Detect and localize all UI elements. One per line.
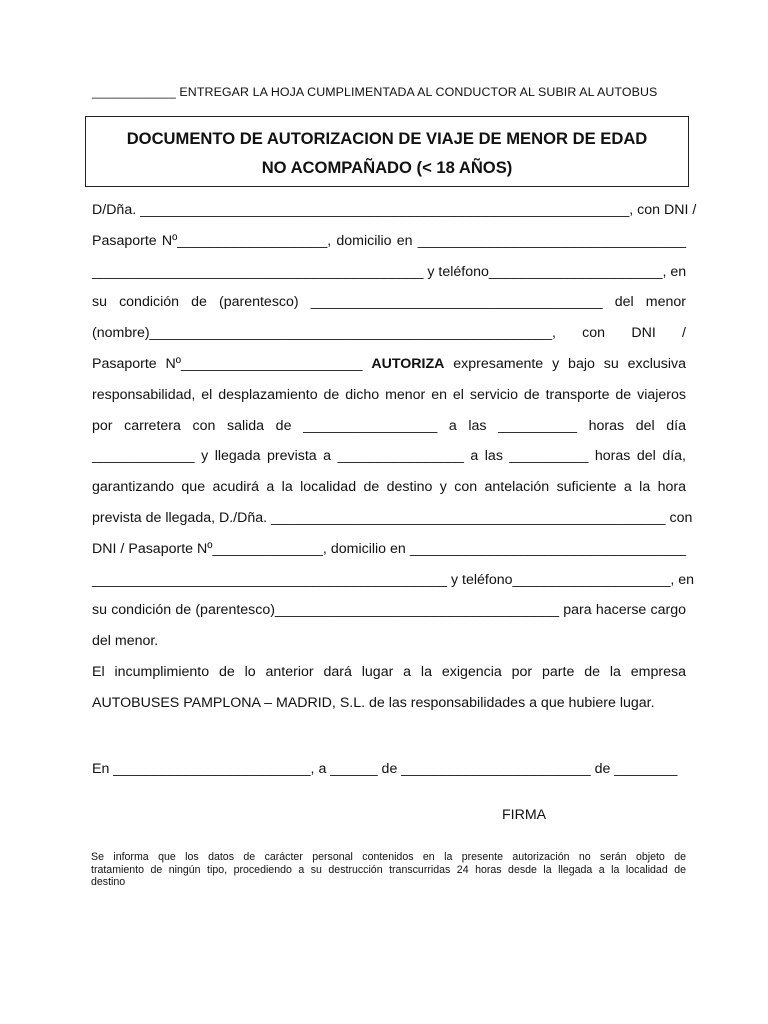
- authorization-body: [92, 195, 697, 719]
- privacy-notice: [91, 851, 686, 889]
- document-title-box: [85, 116, 689, 187]
- delivery-instruction: ____________ ENTREGAR LA HOJA CUMPLIMENTADA AL CONDUCTOR AL SUBIR AL AUTOBUS: [92, 85, 658, 99]
- privacy-notice-line: destino: [91, 876, 126, 888]
- body-line-authorize: [92, 349, 686, 380]
- body-line: su condición de (parentesco) _____________________________________ del menor: [92, 294, 686, 311]
- document-title-line-2: NO ACOMPAÑADO (< 18 AÑOS): [261, 158, 513, 177]
- signature-label: FIRMA: [502, 807, 547, 823]
- body-line: El incumplimiento de lo anterior dará lugar a la exigencia por parte de la empresa: [92, 663, 686, 680]
- body-line: DNI / Pasaporte Nº______________, domicilio en ___________________________________: [92, 540, 686, 557]
- privacy-notice-line: Se informa que los datos de carácter personal contenidos en la presente autorización no serán objeto de: [91, 851, 686, 863]
- body-line: del menor.: [92, 633, 159, 650]
- body-line: (nombre)___________________________________________________, con DNI /: [92, 325, 686, 342]
- authorize-keyword: AUTORIZA: [371, 355, 445, 372]
- body-line: garantizando que acudirá a la localidad de destino y con antelación suficiente a la hora: [92, 479, 686, 496]
- body-line: D/Dña. ______________________________________________________________, con DNI /: [92, 202, 697, 218]
- body-line: responsabilidad, el desplazamiento de dicho menor en el servicio de transporte de viajeros: [92, 386, 686, 403]
- passport-field-label: Pasaporte Nº_______________________: [92, 355, 363, 372]
- body-line: por carretera con salida de _________________ a las __________ horas del día: [92, 417, 686, 434]
- body-line: su condición de (parentesco)____________________________________ para hacerse cargo: [92, 602, 686, 619]
- body-line: __________________________________________ y teléfono______________________, en: [92, 263, 687, 280]
- body-line: Pasaporte Nº___________________, domicilio en __________________________________: [92, 232, 686, 249]
- body-line: AUTOBUSES PAMPLONA – MADRID, S.L. de las responsabilidades a que hubiere lugar.: [92, 694, 655, 711]
- authorize-continuation: expresamente y bajo su exclusiva: [453, 355, 686, 372]
- place-date-line: En _________________________, a ______ de ________________________ de ________: [92, 761, 678, 777]
- privacy-notice-line: tratamiento de ningún tipo, procediendo a su destrucción transcurridas 24 horas desde la llegada a la localidad de: [91, 863, 686, 876]
- document-title-line-1: DOCUMENTO DE AUTORIZACION DE VIAJE DE MENOR DE EDAD: [126, 129, 648, 148]
- body-line: _____________ y llegada prevista a ________________ a las __________ horas del día,: [92, 448, 686, 465]
- body-line: _____________________________________________ y teléfono____________________, en: [92, 571, 695, 588]
- body-line: prevista de llegada, D./Dña. __________________________________________________ con: [92, 509, 693, 526]
